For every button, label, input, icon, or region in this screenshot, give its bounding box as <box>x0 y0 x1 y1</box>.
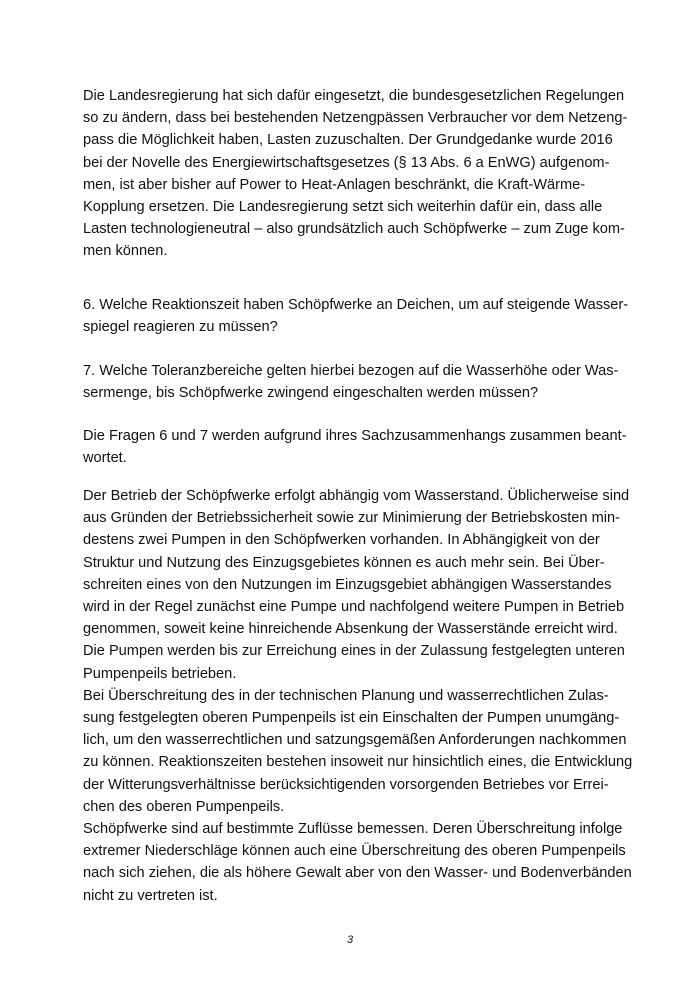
text-line: aus Gründen der Betriebssicherheit sowie zur Minimierung der Betriebskosten min- <box>83 510 620 527</box>
text-line: so zu ändern, dass bei bestehenden Netzengpässen Verbraucher vor dem Netzeng- <box>83 110 628 127</box>
text-line: lich, um den wasserrechtlichen und satzungsgemäßen Anforderungen nachkommen <box>83 732 627 749</box>
page-number: 3 <box>346 934 354 946</box>
text-line: wortet. <box>83 450 127 467</box>
paragraph-landesregierung <box>83 85 628 263</box>
text-line: nach sich ziehen, die als höhere Gewalt aber von den Wasser- und Bodenverbänden <box>83 865 632 882</box>
question-7 <box>83 360 623 404</box>
text-line: der Witterungsverhältnisse berücksichtigenden vorsorgenden Betriebes vor Errei- <box>83 776 609 793</box>
text-line: Bei Überschreitung des in der technischen Planung und wasserrechtlichen Zulas- <box>83 687 609 704</box>
text-line: Lasten technologieneutral – also grundsätzlich auch Schöpfwerke – zum Zuge kom- <box>83 221 625 238</box>
text-line: Die Fragen 6 und 7 werden aufgrund ihres Sachzusammenhangs zusammen beant- <box>83 428 627 444</box>
text-line: 6. Welche Reaktionszeit haben Schöpfwerke an Deichen, um auf steigende Wasser- <box>83 297 629 313</box>
text-line: Kopplung ersetzen. Die Landesregierung setzt sich weiterhin dafür ein, dass alle <box>83 199 603 216</box>
text-line: Schöpfwerke sind auf bestimmte Zuflüsse bemessen. Deren Überschreitung infolge <box>83 821 623 838</box>
text-line: sermenge, bis Schöpfwerke zwingend eingeschalten werden müssen? <box>83 385 539 402</box>
text-line: Der Betrieb der Schöpfwerke erfolgt abhängig vom Wasserstand. Üblicherweise sind <box>83 488 630 504</box>
answer-intro-6-7 <box>83 425 627 469</box>
text-line: destens zwei Pumpen in den Schöpfwerken vorhanden. In Abhängigkeit von der <box>83 532 600 549</box>
text-line: 7. Welche Toleranzbereiche gelten hierbei bezogen auf die Wasserhöhe oder Was- <box>83 363 619 379</box>
text-line: sung festgelegten oberen Pumpenpeils ist ein Einschalten der Pumpen unumgäng- <box>83 710 620 727</box>
text-line: pass die Möglichkeit haben, Lasten zuzuschalten. Der Grundgedanke wurde 2016 <box>83 132 613 149</box>
text-line: nicht zu vertreten ist. <box>83 887 218 904</box>
text-line: wird in der Regel zunächst eine Pumpe und nachfolgend weitere Pumpen in Betrieb <box>83 599 625 616</box>
text-line: spiegel reagieren zu müssen? <box>83 319 278 336</box>
text-line: extremer Niederschläge können auch eine Überschreitung des oberen Pumpenpeils <box>83 843 626 860</box>
question-6 <box>83 294 629 338</box>
text-line: zu können. Reaktionszeiten bestehen insoweit nur hinsichtlich eines, die Entwicklung <box>83 754 633 771</box>
text-line: genommen, soweit keine hinreichende Absenkung der Wasserstände erreicht wird. <box>83 621 618 638</box>
text-line: men, ist aber bisher auf Power to Heat-Anlagen beschränkt, die Kraft-Wärme- <box>83 176 586 193</box>
text-line: Pumpenpeils betrieben. <box>83 665 237 682</box>
text-line: Die Landesregierung hat sich dafür eingesetzt, die bundesgesetzlichen Regelungen <box>83 88 625 104</box>
answer-schoepfwerke <box>83 485 633 907</box>
text-line: men können. <box>83 243 168 260</box>
text-line: schreiten eines von den Nutzungen im Einzugsgebiet abhängigen Wasserstandes <box>83 576 612 593</box>
text-line: Struktur und Nutzung des Einzugsgebietes können es auch mehr sein. Bei Über- <box>83 554 605 571</box>
text-line: chen des oberen Pumpenpeils. <box>83 798 285 815</box>
text-line: Die Pumpen werden bis zur Erreichung eines in der Zulassung festgelegten unteren <box>83 643 625 660</box>
text-line: bei der Novelle des Energiewirtschaftsgesetzes (§ 13 Abs. 6 a EnWG) aufgenom- <box>83 154 610 171</box>
